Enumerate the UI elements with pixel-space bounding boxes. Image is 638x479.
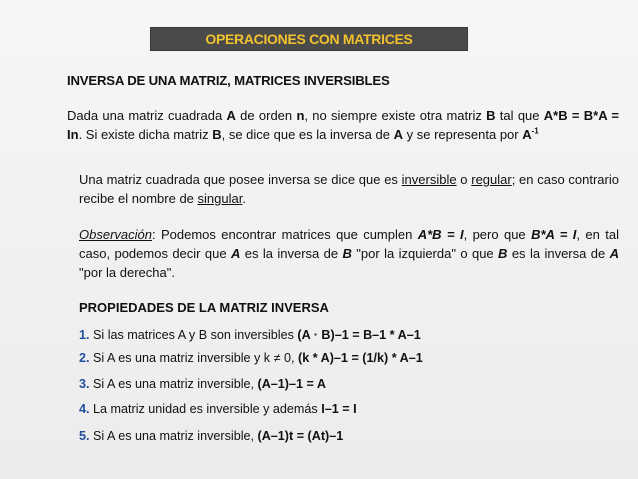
definition-paragraph: [79, 170, 619, 208]
property-text: Si A es una matriz inversible y k ≠ 0,: [89, 351, 299, 365]
property-number: 2.: [79, 351, 90, 365]
property-number: 5.: [79, 429, 90, 443]
symbol-a: A: [230, 246, 241, 261]
property-formula: (A–1)t = (At)–1: [257, 429, 344, 443]
symbol-a: A: [609, 246, 619, 261]
property-number: 1.: [79, 328, 90, 342]
property-item-3: [79, 377, 326, 391]
symbol-a: A: [393, 127, 403, 142]
observation-text: : Podemos encontrar matrices que cumplen: [151, 227, 418, 242]
symbol-b: B: [498, 246, 508, 261]
term-inversible: inversible: [401, 172, 457, 187]
property-item-4: [79, 402, 357, 416]
intro-text: , se dice que es la inversa de: [221, 127, 394, 142]
property-formula: (A–1)–1 = A: [257, 377, 326, 391]
observation-text: "por la izquierda" o que: [351, 246, 499, 261]
intro-text: y se representa por: [403, 127, 523, 142]
symbol-b: B: [212, 127, 222, 142]
observation-text: "por la derecha".: [79, 265, 175, 280]
definition-text: o: [456, 172, 472, 187]
observation-label: Observación: [79, 227, 152, 242]
property-number: 3.: [79, 377, 90, 391]
intro-text: . Si existe dicha matriz: [78, 127, 213, 142]
symbol-a: A: [226, 108, 236, 123]
observation-text: es la inversa de: [240, 246, 343, 261]
equation: A*B = I: [417, 227, 464, 242]
term-regular: regular: [471, 172, 512, 187]
definition-text: Una matriz cuadrada que posee inversa se dice que es: [79, 172, 402, 187]
intro-text: tal que: [495, 108, 544, 123]
observation-paragraph: [79, 225, 619, 282]
intro-paragraph: [67, 106, 619, 144]
property-text: La matriz unidad es inversible y además: [89, 402, 322, 416]
observation-text: es la inversa de: [507, 246, 610, 261]
superscript: -1: [531, 126, 539, 136]
page-title: OPERACIONES CON MATRICES: [205, 31, 413, 47]
observation-text: , pero que: [463, 227, 532, 242]
property-text: Si A es una matriz inversible,: [89, 377, 258, 391]
property-item-5: [79, 429, 343, 443]
equation: A*B = B*A = In: [67, 108, 620, 142]
property-item-1: [79, 328, 421, 342]
symbol-b: B: [342, 246, 352, 261]
symbol-n: n: [296, 108, 305, 123]
property-text: Si A es una matriz inversible,: [89, 429, 258, 443]
property-formula: (k * A)–1 = (1/k) * A–1: [298, 351, 423, 365]
property-item-2: [79, 351, 423, 365]
definition-text: ; en caso contrario recibe el nombre de: [79, 172, 619, 206]
definition-text: .: [242, 191, 246, 206]
intro-text: de orden: [235, 108, 297, 123]
symbol-b: B: [486, 108, 496, 123]
property-text: Si las matrices A y B son inversibles: [89, 328, 298, 342]
title-banner: [150, 27, 468, 51]
property-formula: I–1 = I: [321, 402, 357, 416]
term-singular: singular: [197, 191, 243, 206]
property-formula: (A · B)–1 = B–1 * A–1: [297, 328, 421, 342]
intro-text: Dada una matriz cuadrada: [67, 108, 227, 123]
symbol-a-inverse: A: [522, 127, 532, 142]
property-number: 4.: [79, 402, 90, 416]
properties-title: PROPIEDADES DE LA MATRIZ INVERSA: [79, 300, 329, 315]
intro-text: , no siempre existe otra matriz: [304, 108, 487, 123]
section-title: INVERSA DE UNA MATRIZ, MATRICES INVERSIBLES: [67, 73, 390, 88]
equation: B*A = I: [531, 227, 577, 242]
observation-text: , en tal caso, podemos decir que: [79, 227, 619, 261]
